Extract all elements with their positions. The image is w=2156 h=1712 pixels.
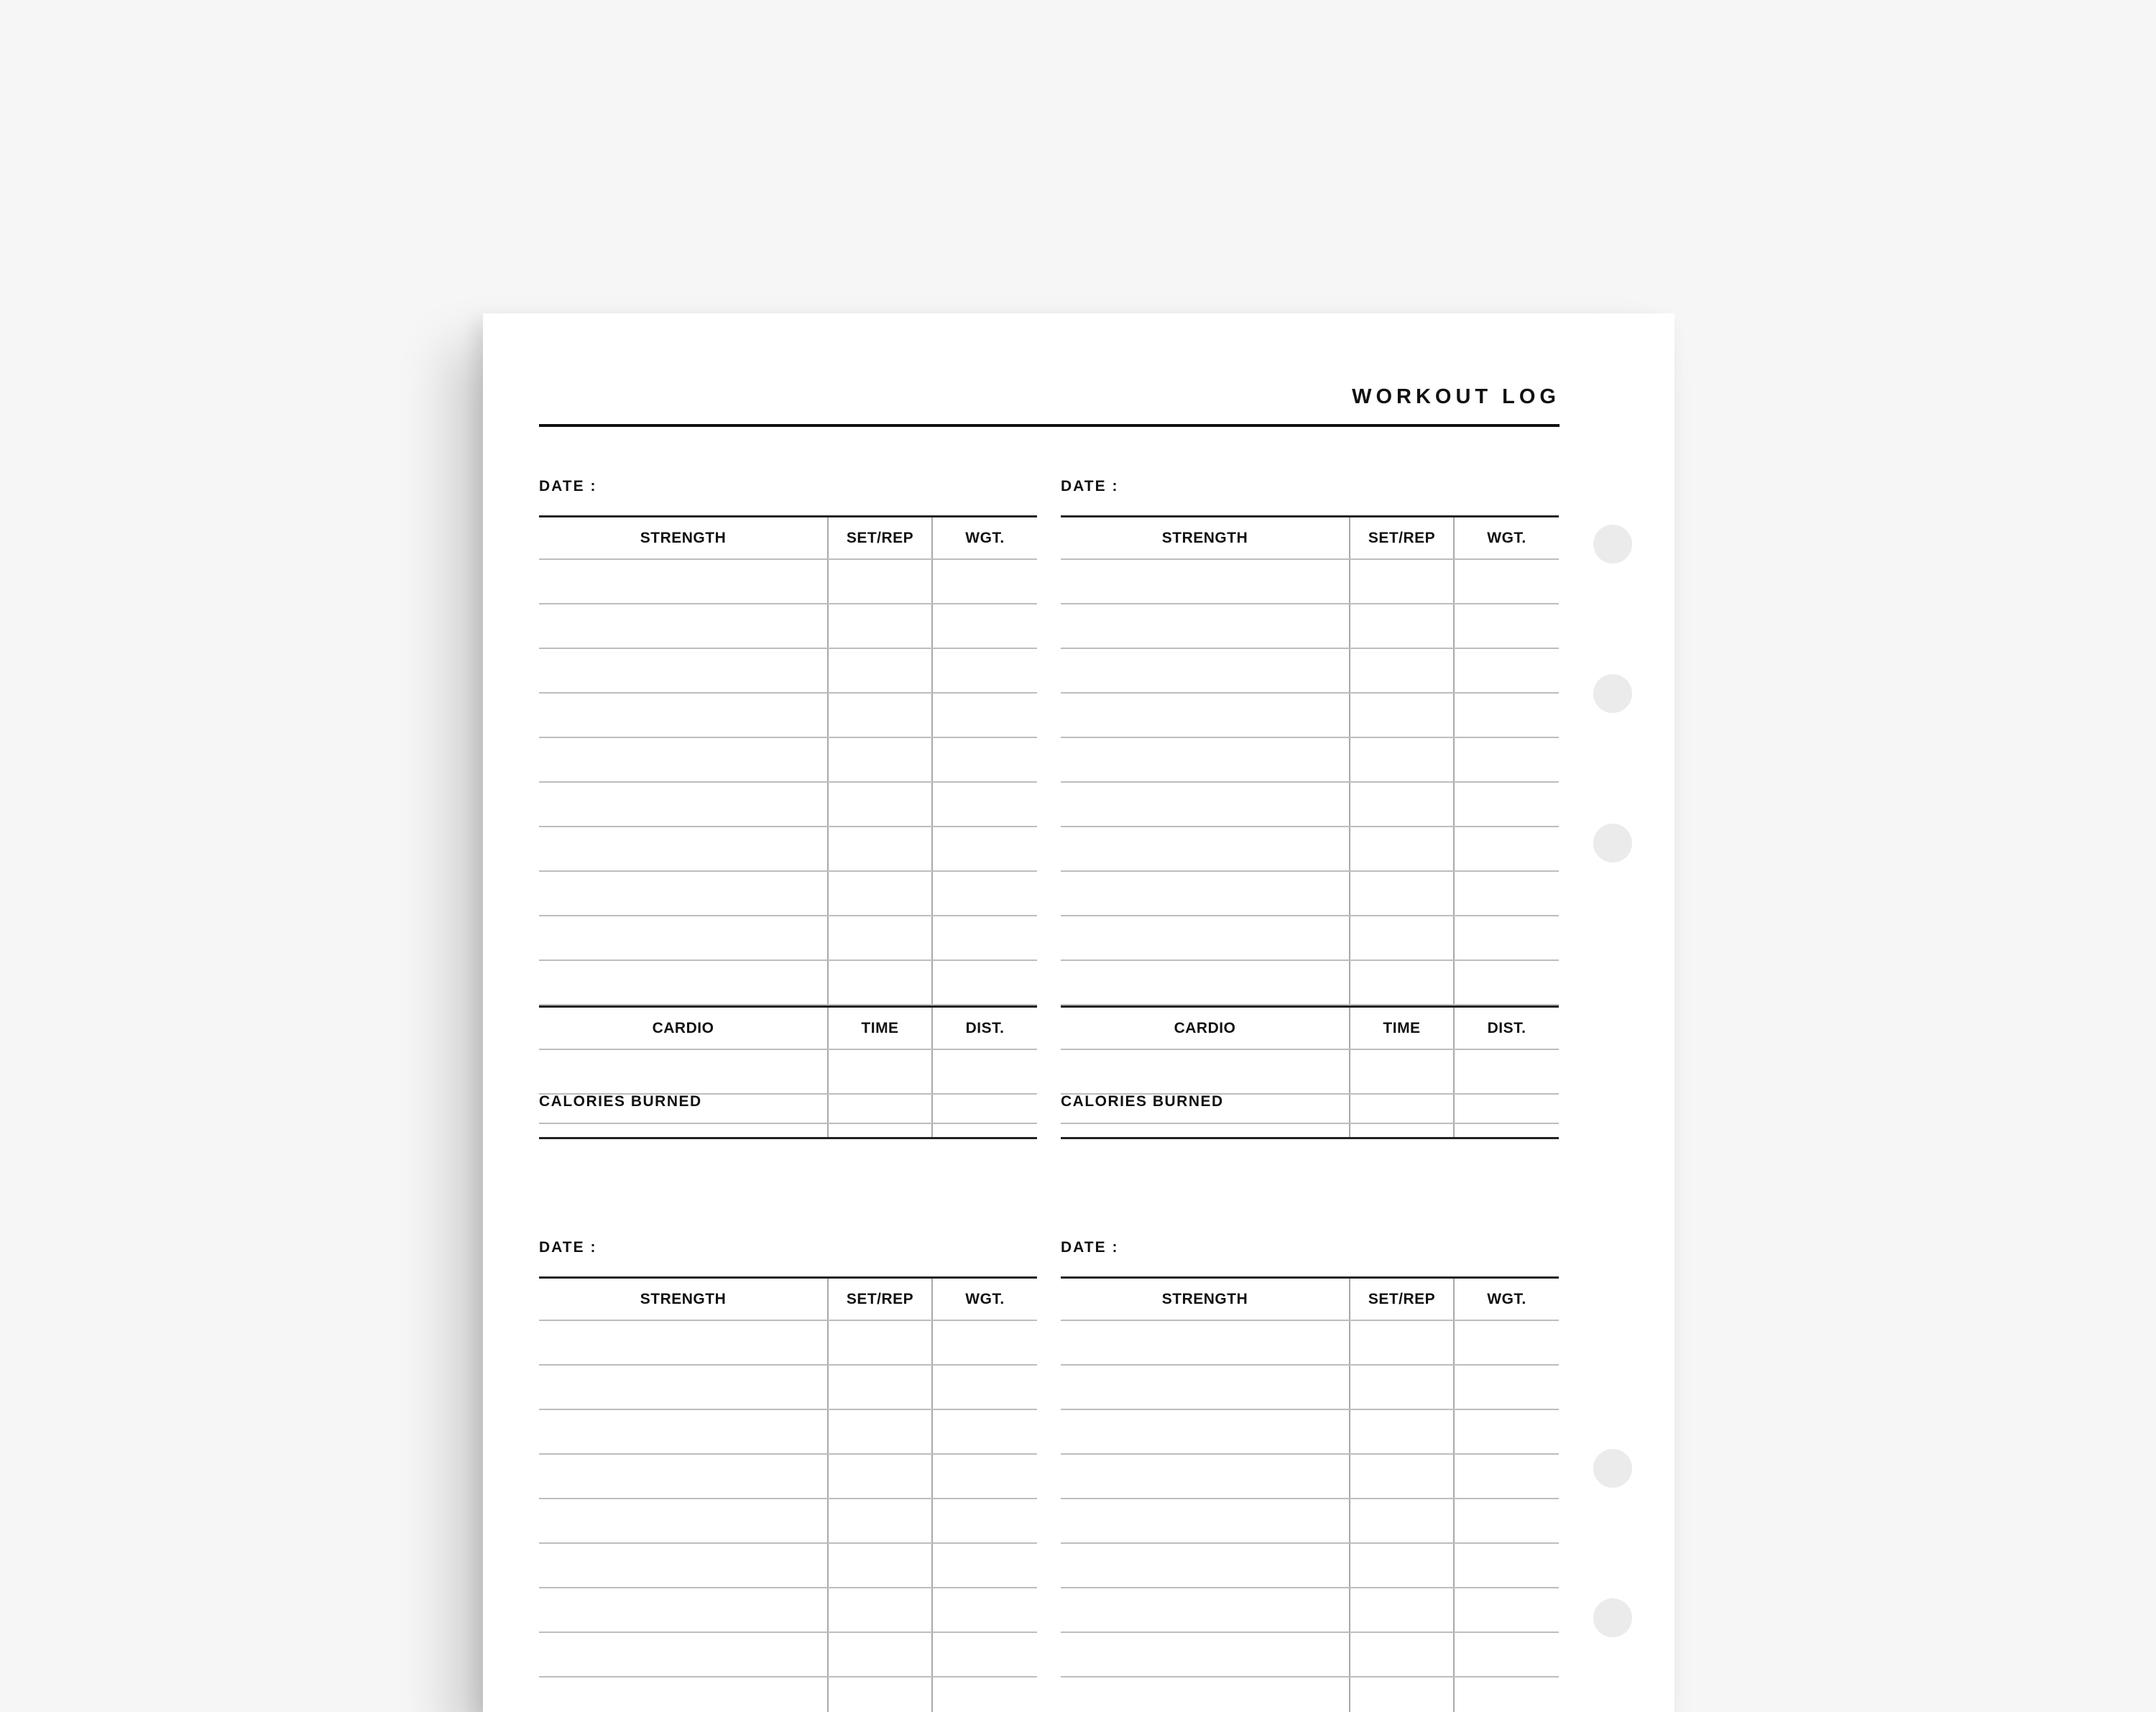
strength-header-row — [539, 515, 1037, 560]
strength-entry-row — [1061, 1544, 1559, 1588]
exercise-cell[interactable] — [539, 1678, 829, 1712]
setrep-header: SET/REP — [1350, 517, 1455, 558]
strength-rows — [539, 560, 1037, 1005]
date-label: DATE : — [1061, 1239, 1119, 1256]
strength-entry-row — [1061, 1410, 1559, 1455]
setrep-cell[interactable] — [829, 1544, 933, 1587]
strength-header: STRENGTH — [1061, 517, 1350, 558]
setrep-cell[interactable] — [829, 1678, 933, 1712]
weight-header: WGT. — [965, 529, 1005, 546]
strength-entry-row — [1061, 916, 1559, 961]
weight-header: WGT. — [965, 1290, 1005, 1307]
exercise-cell[interactable] — [539, 961, 829, 1004]
strength-entry-row — [539, 783, 1037, 827]
exercise-cell[interactable] — [539, 1410, 829, 1453]
weight-cell[interactable] — [1455, 738, 1559, 781]
setrep-cell[interactable] — [829, 694, 933, 737]
weight-cell[interactable] — [1455, 604, 1559, 648]
setrep-cell[interactable] — [1350, 738, 1455, 781]
weight-cell[interactable] — [1455, 872, 1559, 915]
setrep-cell[interactable] — [1350, 694, 1455, 737]
setrep-cell[interactable] — [829, 1410, 933, 1453]
weight-cell[interactable] — [1455, 1544, 1559, 1587]
strength-entry-row — [539, 1455, 1037, 1499]
setrep-cell[interactable] — [1350, 1544, 1455, 1587]
calories-burned-field[interactable]: CALORIES BURNED — [1061, 1081, 1559, 1124]
strength-entry-row — [1061, 604, 1559, 649]
strength-entry-row — [1061, 827, 1559, 872]
exercise-cell[interactable] — [1061, 604, 1350, 648]
setrep-cell[interactable] — [829, 604, 933, 648]
weight-cell[interactable] — [933, 916, 1037, 959]
exercise-cell[interactable] — [539, 1588, 829, 1632]
exercise-cell[interactable] — [539, 1366, 829, 1409]
strength-entry-row — [539, 1588, 1037, 1633]
weight-cell[interactable] — [1455, 1499, 1559, 1542]
setrep-header: SET/REP — [1350, 1279, 1455, 1320]
exercise-cell[interactable] — [539, 916, 829, 959]
strength-entry-row — [539, 738, 1037, 783]
calories-burned-field[interactable]: CALORIES BURNED — [539, 1081, 1037, 1124]
setrep-cell[interactable] — [829, 1366, 933, 1409]
weight-cell[interactable] — [933, 560, 1037, 603]
time-header: TIME — [829, 1008, 933, 1049]
setrep-cell[interactable] — [1350, 1633, 1455, 1676]
strength-table — [539, 1276, 1037, 1712]
setrep-cell[interactable] — [1350, 1455, 1455, 1498]
strength-entry-row — [539, 560, 1037, 604]
weight-cell[interactable] — [1455, 694, 1559, 737]
distance-header: DIST. — [1487, 1019, 1526, 1036]
exercise-cell[interactable] — [1061, 649, 1350, 692]
weight-cell[interactable] — [1455, 1588, 1559, 1632]
weight-cell[interactable] — [933, 1544, 1037, 1587]
weight-cell[interactable] — [1455, 1321, 1559, 1364]
strength-entry-row — [1061, 1455, 1559, 1499]
strength-rows — [1061, 560, 1559, 1005]
strength-entry-row — [1061, 560, 1559, 604]
weight-cell[interactable] — [933, 649, 1037, 692]
setrep-cell[interactable] — [829, 827, 933, 870]
setrep-cell[interactable] — [1350, 961, 1455, 1004]
exercise-cell[interactable] — [539, 827, 829, 870]
weight-cell[interactable] — [1455, 1455, 1559, 1498]
cardio-header-row — [1061, 1005, 1559, 1050]
exercise-cell[interactable] — [539, 1499, 829, 1542]
exercise-cell[interactable] — [539, 560, 829, 603]
weight-cell[interactable] — [933, 783, 1037, 826]
setrep-cell[interactable] — [829, 916, 933, 959]
strength-entry-row — [539, 1321, 1037, 1366]
exercise-cell[interactable] — [1061, 1321, 1350, 1364]
exercise-cell[interactable] — [1061, 783, 1350, 826]
strength-header-row — [1061, 1276, 1559, 1321]
strength-entry-row — [1061, 783, 1559, 827]
punch-hole — [1593, 525, 1632, 563]
exercise-cell[interactable] — [1061, 1366, 1350, 1409]
weight-cell[interactable] — [1455, 1410, 1559, 1453]
strength-entry-row — [539, 1633, 1037, 1678]
exercise-cell[interactable] — [1061, 1544, 1350, 1587]
strength-entry-row — [539, 604, 1037, 649]
weight-cell[interactable] — [1455, 916, 1559, 959]
weight-cell[interactable] — [933, 1633, 1037, 1676]
weight-cell[interactable] — [933, 694, 1037, 737]
exercise-cell[interactable] — [1061, 1633, 1350, 1676]
strength-entry-row — [1061, 1633, 1559, 1678]
exercise-cell[interactable] — [1061, 1499, 1350, 1542]
exercise-cell[interactable] — [1061, 1455, 1350, 1498]
weight-cell[interactable] — [933, 1366, 1037, 1409]
strength-entry-row — [1061, 694, 1559, 738]
strength-entry-row — [539, 872, 1037, 916]
setrep-cell[interactable] — [829, 649, 933, 692]
setrep-cell[interactable] — [829, 1633, 933, 1676]
strength-entry-row — [539, 1544, 1037, 1588]
weight-cell[interactable] — [933, 738, 1037, 781]
title-divider — [539, 424, 1560, 427]
setrep-cell[interactable] — [829, 961, 933, 1004]
weight-cell[interactable] — [933, 1455, 1037, 1498]
strength-entry-row — [1061, 738, 1559, 783]
weight-cell[interactable] — [933, 872, 1037, 915]
strength-entry-row — [1061, 649, 1559, 694]
punch-hole — [1593, 1598, 1632, 1637]
exercise-cell[interactable] — [1061, 1588, 1350, 1632]
exercise-cell[interactable] — [539, 783, 829, 826]
page-title: WORKOUT LOG — [1352, 385, 1560, 408]
punch-hole — [1593, 674, 1632, 713]
strength-entry-row — [1061, 1321, 1559, 1366]
strength-entry-row — [539, 1410, 1037, 1455]
cardio-header: CARDIO — [1061, 1008, 1350, 1049]
setrep-cell[interactable] — [829, 1455, 933, 1498]
setrep-cell[interactable] — [1350, 1366, 1455, 1409]
setrep-cell[interactable] — [829, 783, 933, 826]
setrep-cell[interactable] — [1350, 783, 1455, 826]
weight-cell[interactable] — [933, 961, 1037, 1004]
weight-cell[interactable] — [933, 604, 1037, 648]
setrep-cell[interactable] — [1350, 916, 1455, 959]
weight-cell[interactable] — [1455, 1678, 1559, 1712]
strength-rows — [1061, 1321, 1559, 1712]
setrep-cell[interactable] — [1350, 1410, 1455, 1453]
weight-cell[interactable] — [933, 1499, 1037, 1542]
exercise-cell[interactable] — [1061, 872, 1350, 915]
cardio-header-row — [539, 1005, 1037, 1050]
exercise-cell[interactable] — [539, 649, 829, 692]
setrep-cell[interactable] — [829, 872, 933, 915]
exercise-cell[interactable] — [1061, 961, 1350, 1004]
setrep-cell[interactable] — [829, 1499, 933, 1542]
setrep-header: SET/REP — [829, 1279, 933, 1320]
strength-entry-row — [1061, 872, 1559, 916]
punch-hole — [1593, 824, 1632, 862]
strength-entry-row — [539, 916, 1037, 961]
exercise-cell[interactable] — [1061, 916, 1350, 959]
setrep-cell[interactable] — [1350, 1588, 1455, 1632]
strength-table — [1061, 515, 1559, 1139]
weight-header: WGT. — [1487, 529, 1526, 546]
exercise-cell[interactable] — [539, 738, 829, 781]
exercise-cell[interactable] — [539, 1455, 829, 1498]
strength-rows — [539, 1321, 1037, 1712]
setrep-cell[interactable] — [1350, 560, 1455, 603]
exercise-cell[interactable] — [539, 1544, 829, 1587]
setrep-header: SET/REP — [829, 517, 933, 558]
weight-cell[interactable] — [1455, 827, 1559, 870]
weight-cell[interactable] — [1455, 1633, 1559, 1676]
weight-header: WGT. — [1487, 1290, 1526, 1307]
weight-cell[interactable] — [1455, 649, 1559, 692]
weight-cell[interactable] — [933, 1410, 1037, 1453]
strength-entry-row — [1061, 1499, 1559, 1544]
date-label: DATE : — [1061, 478, 1119, 494]
time-header: TIME — [1350, 1008, 1455, 1049]
exercise-cell[interactable] — [1061, 694, 1350, 737]
strength-entry-row — [539, 1499, 1037, 1544]
weight-cell[interactable] — [1455, 560, 1559, 603]
weight-cell[interactable] — [1455, 961, 1559, 1004]
date-label: DATE : — [539, 1239, 597, 1256]
cardio-header: CARDIO — [539, 1008, 829, 1049]
strength-header: STRENGTH — [539, 1279, 829, 1320]
strength-header: STRENGTH — [539, 517, 829, 558]
strength-entry-row — [539, 1366, 1037, 1410]
setrep-cell[interactable] — [829, 1588, 933, 1632]
strength-entry-row — [539, 827, 1037, 872]
setrep-cell[interactable] — [829, 738, 933, 781]
exercise-cell[interactable] — [539, 1633, 829, 1676]
setrep-cell[interactable] — [1350, 604, 1455, 648]
exercise-cell[interactable] — [539, 694, 829, 737]
distance-header: DIST. — [965, 1019, 1005, 1036]
strength-table — [1061, 1276, 1559, 1712]
weight-cell[interactable] — [1455, 783, 1559, 826]
strength-entry-row — [539, 694, 1037, 738]
planner-page — [483, 313, 1674, 1712]
exercise-cell[interactable] — [1061, 560, 1350, 603]
setrep-cell[interactable] — [829, 1321, 933, 1364]
setrep-cell[interactable] — [1350, 872, 1455, 915]
strength-entry-row — [1061, 1366, 1559, 1410]
weight-cell[interactable] — [1455, 1366, 1559, 1409]
weight-cell[interactable] — [933, 827, 1037, 870]
punch-hole — [1593, 1449, 1632, 1488]
setrep-cell[interactable] — [1350, 1499, 1455, 1542]
strength-header-row — [539, 1276, 1037, 1321]
strength-entry-row — [539, 1678, 1037, 1712]
exercise-cell[interactable] — [539, 604, 829, 648]
weight-cell[interactable] — [933, 1321, 1037, 1364]
setrep-cell[interactable] — [1350, 1678, 1455, 1712]
exercise-cell[interactable] — [1061, 1410, 1350, 1453]
setrep-cell[interactable] — [829, 560, 933, 603]
exercise-cell[interactable] — [1061, 1678, 1350, 1712]
strength-header-row — [1061, 515, 1559, 560]
strength-entry-row — [1061, 1588, 1559, 1633]
exercise-cell[interactable] — [1061, 738, 1350, 781]
date-label: DATE : — [539, 478, 597, 494]
setrep-cell[interactable] — [1350, 827, 1455, 870]
strength-entry-row — [539, 961, 1037, 1005]
strength-entry-row — [1061, 961, 1559, 1005]
strength-header: STRENGTH — [1061, 1279, 1350, 1320]
setrep-cell[interactable] — [1350, 1321, 1455, 1364]
weight-cell[interactable] — [933, 1588, 1037, 1632]
exercise-cell[interactable] — [539, 872, 829, 915]
exercise-cell[interactable] — [539, 1321, 829, 1364]
strength-entry-row — [539, 649, 1037, 694]
strength-table — [539, 515, 1037, 1139]
strength-entry-row — [1061, 1678, 1559, 1712]
exercise-cell[interactable] — [1061, 827, 1350, 870]
weight-cell[interactable] — [933, 1678, 1037, 1712]
setrep-cell[interactable] — [1350, 649, 1455, 692]
